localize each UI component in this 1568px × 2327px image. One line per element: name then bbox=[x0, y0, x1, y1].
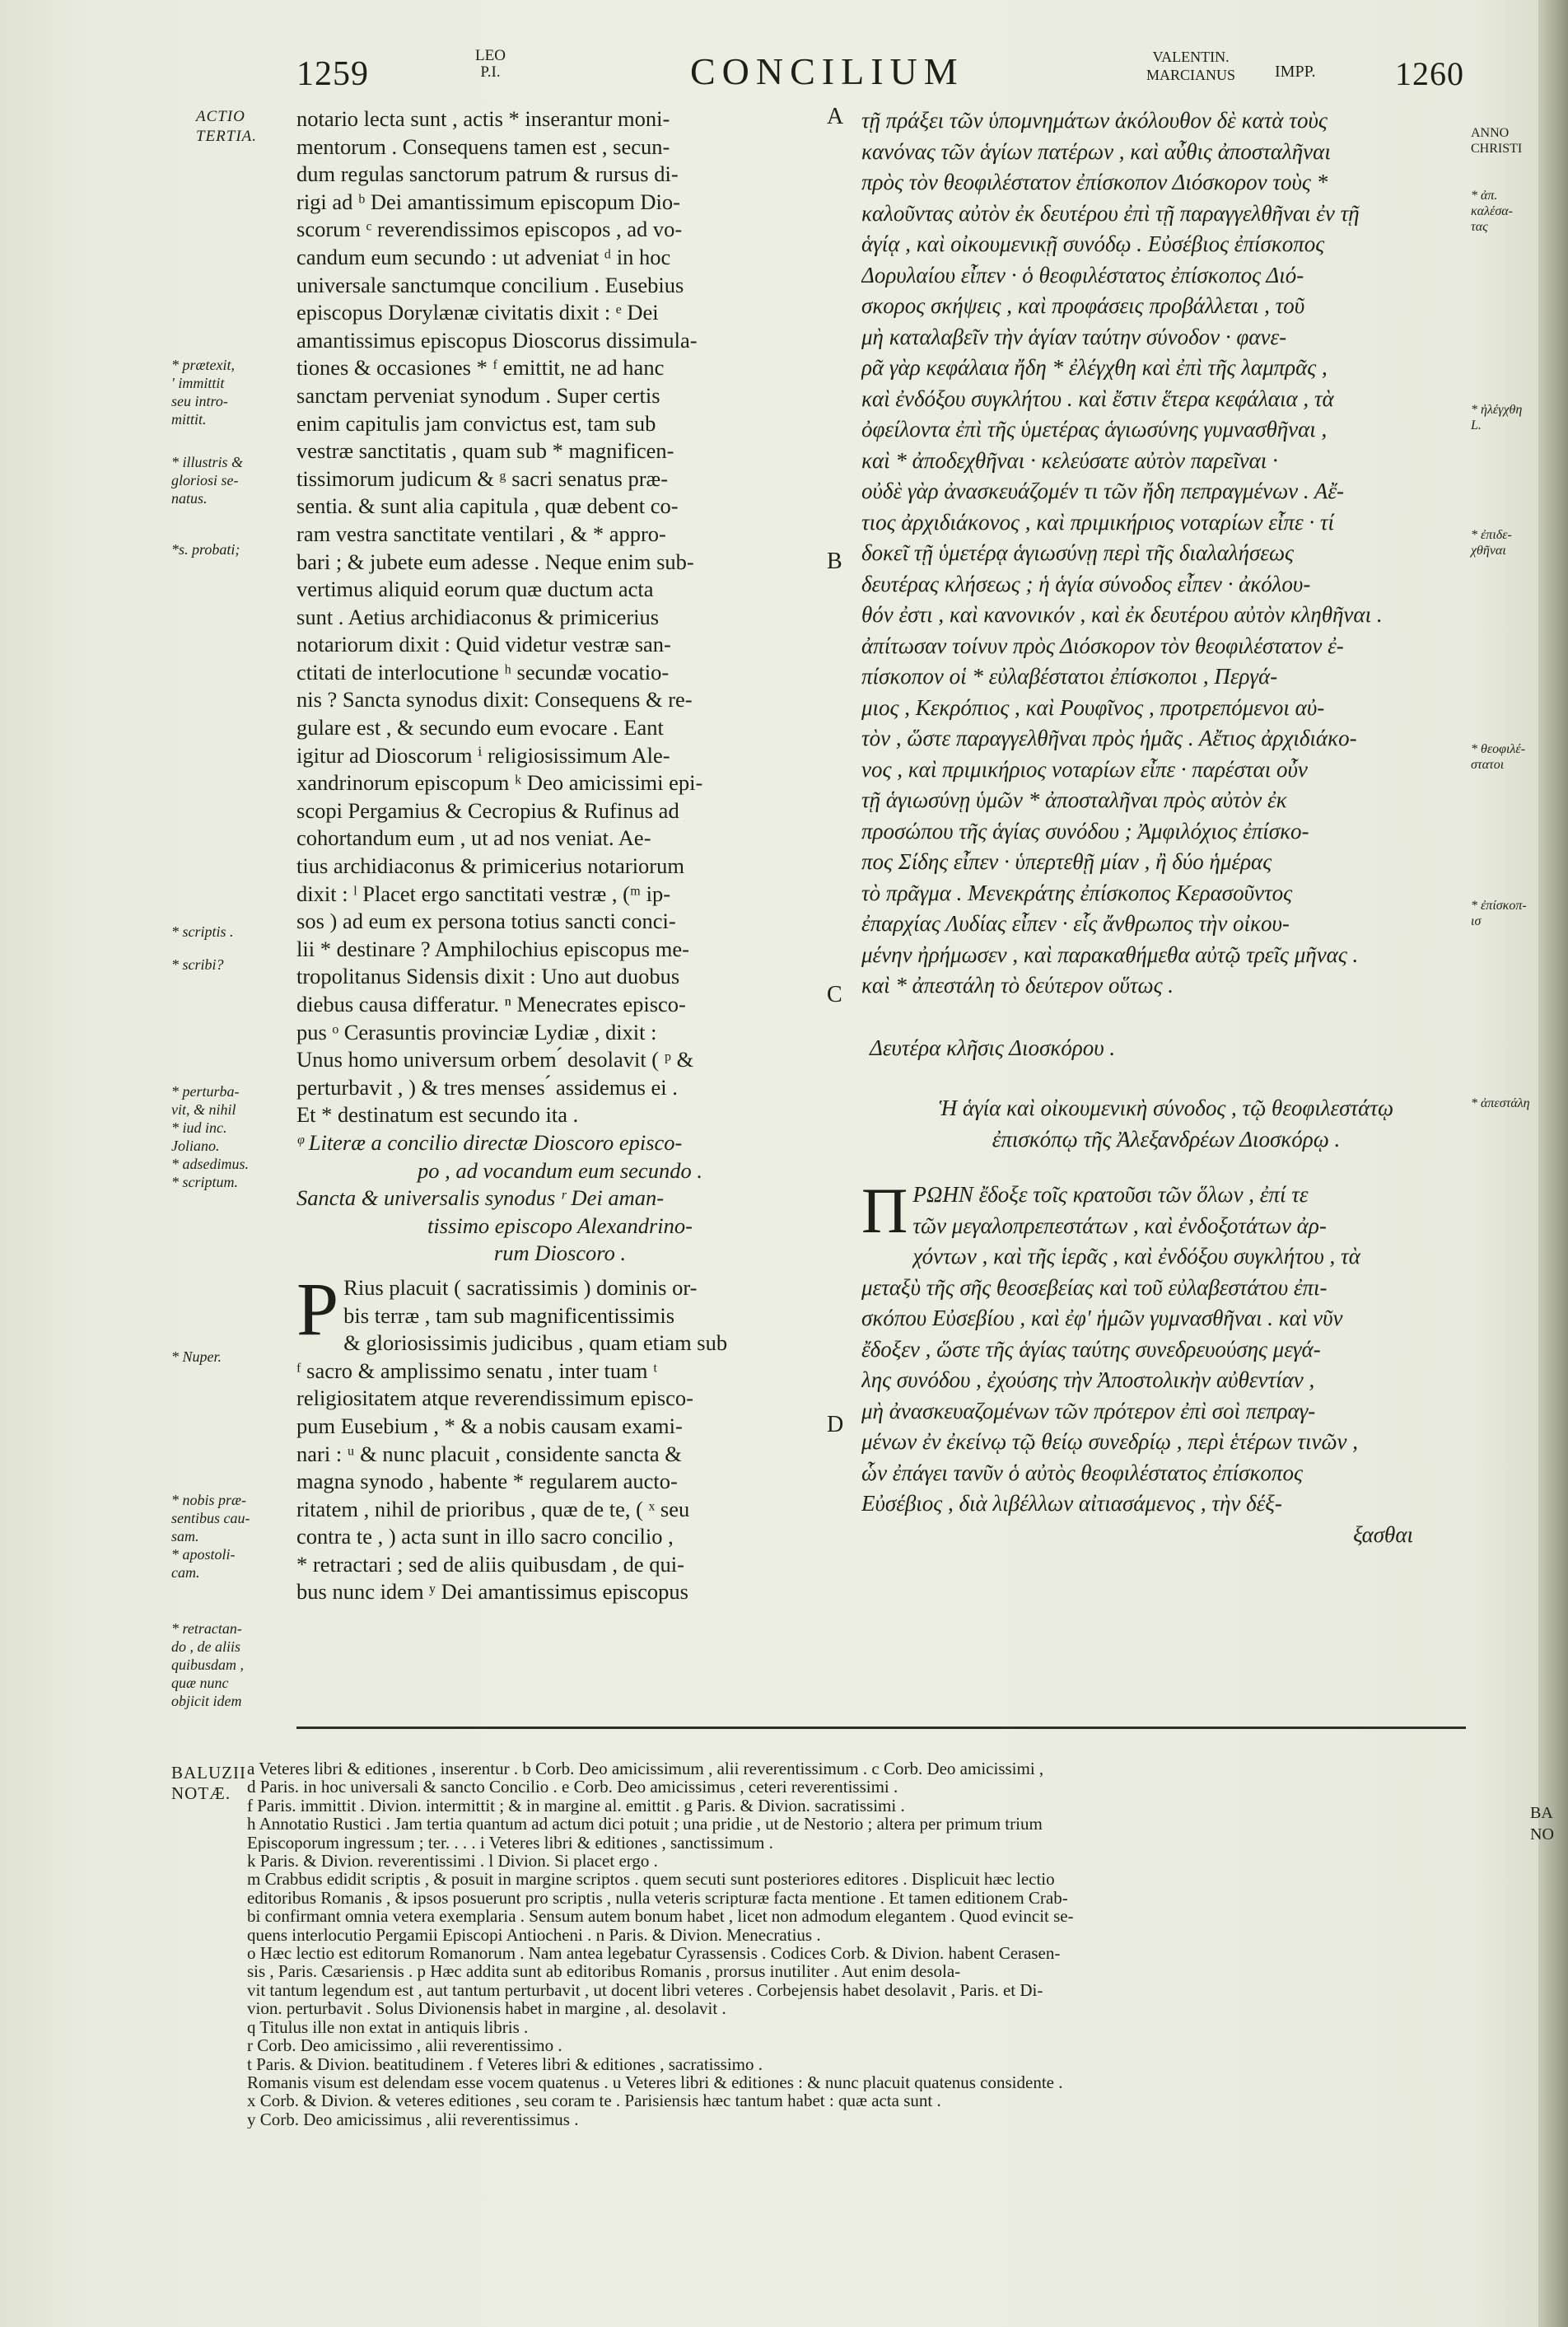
latin-line: ritatem , nihil de prioribus , quæ de te, ( ˣ seu bbox=[296, 1496, 690, 1521]
note-line: a Veteres libri & editiones , inserentur . b Corb. Deo amicissimum , alii reverentissimum . c Corb. Deo amicissimi , bbox=[247, 1759, 1044, 1778]
latin-line: sanctam perveniat synodum . Super certis bbox=[296, 382, 660, 408]
margin-note-line: * apostoli- bbox=[171, 1546, 236, 1563]
greek-line: μιος , Κεκρόπιος , καὶ Ρουφῖνος , προτρεπόμενοι αὐ- bbox=[861, 694, 1325, 720]
latin-line: & gloriosissimis judicibus , quam etiam sub bbox=[343, 1330, 728, 1356]
greek-line: λης συνόδου , ἐχούσης τὴν Ἀποστολικὴν αὐθεντίαν , bbox=[861, 1367, 1315, 1392]
right-running-head bbox=[1146, 48, 1235, 84]
greek-line: μένην ἠρήμωσεν , καὶ παρακαθήμεθα αὐτῷ τρεῖς μῆνας . bbox=[861, 942, 1359, 967]
margin-note-line: L. bbox=[1471, 418, 1482, 432]
latin-line: vertimus aliquid eorum quæ ductum acta bbox=[296, 577, 654, 602]
latin-line: xandrinorum episcopum ᵏ Deo amicissimi epi- bbox=[296, 770, 703, 796]
latin-line: bari ; & jubete eum adesse . Neque enim sub- bbox=[296, 549, 694, 574]
section-mark-a: A bbox=[827, 104, 844, 129]
margin-note bbox=[171, 956, 291, 974]
latin-line: notario lecta sunt , actis * inserantur moni- bbox=[296, 106, 670, 131]
latin-line: nis ? Sancta synodus dixit: Consequens & re- bbox=[296, 687, 693, 713]
left-running-head bbox=[475, 48, 506, 81]
margin-note bbox=[171, 923, 291, 941]
note-line: editoribus Romanis , & ipsos posuerunt pro scriptis , nulla veteris scripturæ facta mentione . Et tamen editionem Crab- bbox=[247, 1888, 1068, 1908]
margin-note-line: sentibus cau- bbox=[171, 1510, 250, 1526]
margin-note-line: * nobis præ- bbox=[171, 1492, 247, 1508]
latin-line: lii * destinare ? Amphilochius episcopus me- bbox=[296, 936, 689, 961]
note-line: x Corb. & Divion. & veteres editiones , seu coram te . Parisiensis hæc tantum habet : quæ acta sunt . bbox=[247, 2091, 941, 2110]
right-page-number: 1260 bbox=[1395, 55, 1464, 92]
latin-line: magna synodo , habente * regularem aucto- bbox=[296, 1469, 678, 1494]
latin-line: episcopus Dorylænæ civitatis dixit : ᵉ Dei bbox=[296, 300, 659, 325]
greek-line: μεταξὺ τῆς σῆς θεοσεβείας καὶ τοῦ εὐλαβεστάτου ἐπι- bbox=[861, 1274, 1328, 1300]
greek-line: σκορος σκήψεις , καὶ προφάσεις προβάλλεται , τοῦ bbox=[861, 293, 1305, 318]
greek-line: δοκεῖ τῇ ὑμετέρᾳ ἁγιωσύνῃ περὶ τῆς διαλαλήσεως bbox=[861, 540, 1294, 565]
greek-line: τιος ἀρχιδιάκονος , καὶ πριμικήριος νοταρίων εἶπε · τί bbox=[861, 509, 1335, 535]
margin-note-line: * ἐπιδε- bbox=[1471, 528, 1512, 542]
greek-line: τῇ ἁγιωσύνῃ ὑμῶν * ἀποσταλῆναι πρὸς αὐτὸν ἐκ bbox=[861, 787, 1287, 812]
latin-line: mentorum . Consequens tamen est , secun- bbox=[296, 133, 670, 159]
margin-note bbox=[171, 1491, 291, 1582]
margin-note-line: sam. bbox=[171, 1528, 199, 1544]
greek-line: χόντων , καὶ τῆς ἱερᾶς , καὶ ἐνδόξου συγκλήτου , τὰ bbox=[912, 1244, 1360, 1269]
letter-heading-line: rum Dioscoro . bbox=[493, 1241, 627, 1266]
margin-note-line: * illustris & bbox=[171, 454, 244, 470]
section-mark-d: D bbox=[827, 1412, 844, 1437]
margin-note bbox=[171, 1082, 291, 1191]
margin-note bbox=[171, 540, 291, 558]
greek-line: οὐδὲ γὰρ ἀνασκευάζομέν τι τῶν ἤδη πεπραγμένων . Αἔ- bbox=[861, 479, 1345, 503]
notes-label bbox=[171, 1763, 246, 1804]
margin-note-line: * scriptum. bbox=[171, 1174, 238, 1190]
margin-note-line: do , de aliis bbox=[171, 1638, 240, 1655]
greek-section-heading: Δευτέρα κλῆσις Διοσκόρου . bbox=[870, 1035, 1116, 1060]
greek-line: πρὸς τὸν θεοφιλέστατον ἐπίσκοπον Διόσκορον τοὺς * bbox=[861, 170, 1328, 194]
running-head-line: P.I. bbox=[480, 63, 501, 81]
note-line: vit tantum legendum est , aut tantum perturbavit , ut docent libri veteres . Corbejensis habet desolavit , Paris. et Di- bbox=[247, 1980, 1043, 2000]
note-line: f Paris. immittit . Divion. intermittit ; & in margine al. emittit . g Paris. & Divion. sacratissimi . bbox=[247, 1796, 905, 1815]
margin-note-line: CHRISTI bbox=[1471, 142, 1523, 156]
latin-line: ctitati de interlocutione ʰ secundæ vocatio- bbox=[296, 659, 670, 685]
latin-line: ram vestra sanctitate ventilari , & * appro- bbox=[296, 521, 666, 546]
latin-line: diebus causa differatur. ⁿ Menecrates episco- bbox=[296, 992, 686, 1016]
margin-note-line: * prætexit, bbox=[171, 357, 235, 373]
footnote-rule bbox=[296, 1727, 1466, 1729]
latin-line: * retractari ; sed de aliis quibusdam , de qui- bbox=[296, 1551, 684, 1577]
latin-line: universale sanctumque concilium . Eusebius bbox=[296, 272, 684, 297]
greek-line: κανόνας τῶν ἁγίων πατέρων , καὶ αὖθις ἀποσταλῆναι bbox=[861, 138, 1331, 164]
margin-note-right bbox=[1471, 898, 1545, 929]
latin-line: dum regulas sanctorum patrum & rursus di- bbox=[296, 161, 679, 187]
greek-line: ἀπίτωσαν τοίνυν πρὸς Διόσκορον τὸν θεοφιλέστατον ἐ- bbox=[861, 633, 1344, 658]
running-head-line: LEO bbox=[475, 47, 506, 64]
greek-line: πος Σίδης εἶπεν · ὑπερτεθῇ μίαν , ἢ δύο ἡμέρας bbox=[861, 849, 1272, 874]
running-head-suffix: IMPP. bbox=[1275, 63, 1316, 81]
note-line: quens interlocutio Pergamii Episcopi Antiocheni . n Paris. & Divion. Menecratius . bbox=[247, 1925, 821, 1945]
latin-line: pus ᵒ Cerasuntis provinciæ Lydiæ , dixit : bbox=[296, 1019, 657, 1044]
latin-line: tissimorum judicum & ᵍ sacri senatus præ- bbox=[296, 465, 669, 491]
latin-line: ᶠ sacro & amplissimo senatu , inter tuam ᵗ bbox=[296, 1357, 658, 1383]
margin-note-line: quæ nunc bbox=[171, 1675, 229, 1691]
note-line: h Annotatio Rustici . Jam tertia quantum ad actum dici potuit ; una pridie , ut de Nestorio ; altera per primum trium bbox=[247, 1815, 1043, 1834]
greek-line: πίσκοπον οἱ * εὐλαβέστατοι ἐπίσκοποι , Περγά- bbox=[861, 664, 1278, 689]
margin-note-right bbox=[1471, 188, 1545, 235]
margin-note-line: τας bbox=[1471, 220, 1488, 234]
actio-line: TERTIA. bbox=[196, 128, 258, 145]
greek-line: τῶν μεγαλοπρεπεστάτων , καὶ ἐνδοξοτάτων ἀρ- bbox=[912, 1213, 1327, 1238]
note-line: r Corb. Deo amicissimo , alii reverentissimo . bbox=[247, 2036, 562, 2055]
greek-line: μὴ καταλαβεῖν τὴν ἁγίαν ταύτην σύνοδον · φανε- bbox=[861, 324, 1287, 349]
margin-note-line: mittit. bbox=[171, 411, 207, 428]
latin-line: sentia. & sunt alia capitula , quæ debent co- bbox=[296, 493, 679, 519]
margin-note-right bbox=[1471, 125, 1545, 157]
page-title: CONCILIUM bbox=[690, 50, 964, 92]
margin-note-line: * ἀπεστάλη bbox=[1471, 1096, 1530, 1110]
baluzii-notes bbox=[247, 1759, 1466, 2128]
latin-line: pum Eusebium , * & a nobis causam exami- bbox=[296, 1413, 683, 1438]
margin-note-line: ισ bbox=[1471, 914, 1482, 928]
margin-note-line: *s. probati; bbox=[171, 541, 240, 558]
note-line: bi confirmant omnia vetera exemplaria . Sensum autem bonum habet , licet non admodum elegantem . Quod evincit se- bbox=[247, 1907, 1074, 1926]
margin-note-right bbox=[1471, 1096, 1545, 1111]
notes-label-line: BALUZII bbox=[171, 1763, 246, 1783]
note-line: Episcoporum ingressum ; ter. . . . i Veteres libri & editiones , sanctissimum . bbox=[247, 1833, 773, 1853]
margin-note-line: objicit idem bbox=[171, 1693, 242, 1709]
latin-line: sos ) ad eum ex persona totius sancti conci- bbox=[296, 909, 676, 934]
margin-note-line: natus. bbox=[171, 490, 208, 507]
margin-note-line: * Nuper. bbox=[171, 1348, 222, 1365]
margin-note-line: quibusdam , bbox=[171, 1656, 245, 1673]
section-mark-c: C bbox=[827, 982, 842, 1007]
margin-note-line: * θεοφιλέ- bbox=[1471, 742, 1526, 756]
latin-line: tius archidiaconus & primicerius notariorum bbox=[296, 853, 684, 879]
latin-column bbox=[296, 105, 824, 1606]
greek-line: καλοῦντας αὐτὸν ἐκ δευτέρου ἐπὶ τῇ παραγγελθῆναι ἐν τῇ bbox=[861, 200, 1360, 226]
latin-line: religiositatem atque reverendissimum episco- bbox=[296, 1385, 694, 1411]
latin-line: bis terræ , tam sub magnificentissimis bbox=[343, 1302, 675, 1328]
latin-line: gulare est , & secundo eum evocare . Eant bbox=[296, 715, 664, 741]
latin-line: enim capitulis jam convictus est, tam sub bbox=[296, 410, 656, 436]
greek-letter-heading-line: ἐπισκόπῳ τῆς Ἀλεξανδρέων Διοσκόρῳ . bbox=[992, 1126, 1341, 1152]
margin-note bbox=[171, 1619, 291, 1710]
section-mark-b: B bbox=[827, 549, 842, 574]
margin-note-line: * iud inc. bbox=[171, 1119, 227, 1136]
latin-line: Et * destinatum est secundo ita . bbox=[296, 1102, 579, 1128]
margin-note-line: * adsedimus. bbox=[171, 1156, 249, 1172]
greek-line: ἁγίᾳ , καὶ οἰκουμενικῇ συνόδῳ . Εὐσέβιος ἐπίσκοπος bbox=[861, 231, 1325, 256]
margin-note-right bbox=[1471, 402, 1545, 433]
greek-line: μένων ἐν ἐκείνῳ τῷ θείῳ συνεδρίῳ , περὶ ἑτέρων τινῶν , bbox=[861, 1429, 1359, 1454]
latin-line: Unus homo universum orbem ́ desolavit ( ᵖ & bbox=[296, 1047, 694, 1072]
drop-cap-greek: Π bbox=[861, 1175, 908, 1246]
running-head-line: MARCIANUS bbox=[1146, 67, 1236, 83]
margin-note-line: * ἠλέγχθη bbox=[1471, 403, 1523, 417]
margin-note-line: καλέσα- bbox=[1471, 204, 1513, 218]
greek-column bbox=[861, 105, 1471, 1550]
margin-note-line: * perturba- bbox=[171, 1083, 240, 1100]
latin-line: vestræ sanctitatis , quam sub * magnificen- bbox=[296, 438, 674, 464]
margin-note bbox=[171, 453, 291, 507]
latin-line: scorum ᶜ reverendissimos episcopos , ad vo- bbox=[296, 217, 683, 242]
note-line: Romanis visum est delendam esse vocem quatenus . u Veteres libri & editiones : & nunc placuit quatenus considente . bbox=[247, 2072, 1063, 2092]
margin-note-line: ΑΝΝΟ bbox=[1471, 126, 1510, 140]
margin-note-line: * retractan- bbox=[171, 1620, 242, 1637]
greek-line: ἐπαρχίας Λυδίας εἶπεν · εἷς ἄνθρωπος τὴν οἰκου- bbox=[861, 911, 1290, 936]
latin-line: igitur ad Dioscorum ⁱ religiosissimum Ale- bbox=[296, 742, 670, 768]
margin-note-line: * scriptis . bbox=[171, 923, 234, 940]
latin-line: tropolitanus Sidensis dixit : Uno aut duobus bbox=[296, 964, 680, 989]
edge-note-line: BA bbox=[1530, 1804, 1553, 1822]
margin-note-line: στατοι bbox=[1471, 758, 1505, 772]
latin-line: notariorum dixit : Quid videtur vestræ san- bbox=[296, 632, 671, 657]
running-head-line: VALENTIN. bbox=[1152, 49, 1230, 65]
margin-note-line: cam. bbox=[171, 1564, 200, 1581]
greek-line: καὶ ἐνδόξου συγκλήτου . καὶ ἔστιν ἕτερα κεφάλαια , τὰ bbox=[861, 385, 1334, 411]
latin-line: amantissimus episcopus Dioscorus dissimula- bbox=[296, 327, 698, 353]
latin-line: tiones & occasiones * ᶠ emittit, ne ad hanc bbox=[296, 355, 665, 381]
margin-note-line: Joliano. bbox=[171, 1138, 220, 1154]
greek-line: τὸν , ὥστε παραγγελθῆναι πρὸς ἡμᾶς . Αἔτιος ἀρχιδιάκο- bbox=[861, 726, 1357, 750]
letter-heading-line: po , ad vocandum eum secundo . bbox=[418, 1157, 702, 1183]
note-line: sis , Paris. Cæsariensis . p Hæc addita sunt ab editoribus Romanis , prorsus inutiliter . Aut enim desola- bbox=[247, 1962, 961, 1981]
margin-note-line: * ἐπίσκοπ- bbox=[1471, 899, 1527, 913]
latin-line: contra te , ) acta sunt in illo sacro concilio , bbox=[296, 1524, 674, 1549]
catchword: ξασθαι bbox=[1353, 1521, 1413, 1547]
notes-label-line: NOTÆ. bbox=[171, 1783, 231, 1803]
latin-line: scopi Pergamius & Cecropius & Rufinus ad bbox=[296, 797, 679, 823]
greek-line: τῇ πράξει τῶν ὑπομνημάτων ἀκόλουθον δὲ κατὰ τοὺς bbox=[861, 108, 1328, 133]
latin-line: sunt . Aetius archidiaconus & primicerius bbox=[296, 604, 660, 629]
greek-line: καὶ * ἀποδεχθῆναι · κελεύσατε αὐτὸν παρεῖναι · bbox=[861, 447, 1278, 473]
margin-note bbox=[171, 1348, 291, 1366]
greek-letter-heading-line: Ἡ ἁγία καὶ οἰκουμενικὴ σύνοδος , τῷ θεοφιλεστάτῳ bbox=[938, 1096, 1394, 1120]
note-line: d Paris. in hoc universali & sancto Concilio . e Corb. Deo amicissimus , ceteri reverentissimi . bbox=[247, 1778, 898, 1797]
greek-line: νος , καὶ πριμικήριος νοταρίων εἶπε · παρέσται οὖν bbox=[861, 756, 1308, 782]
latin-line: Rius placuit ( sacratissimis ) dominis or- bbox=[343, 1274, 698, 1300]
margin-note-line: seu intro- bbox=[171, 393, 228, 409]
greek-line: Δορυλαίου εἶπεν · ὁ θεοφιλέστατος ἐπίσκοπος Διό- bbox=[861, 262, 1304, 287]
margin-note-right bbox=[1471, 741, 1545, 773]
note-line: vion. perturbavit . Solus Divionensis habet in margine , al. desolavit . bbox=[247, 1999, 726, 2018]
page-edge-shadow bbox=[1538, 0, 1568, 2327]
margin-note-line: * ἀπ. bbox=[1471, 189, 1498, 203]
latin-line: cohortandum eum , ut ad nos veniat. Ae- bbox=[296, 825, 651, 851]
right-edge-notes bbox=[1530, 1802, 1554, 1845]
latin-line: dixit : ˡ Placet ergo sanctitati vestræ , (ᵐ ip- bbox=[296, 881, 671, 906]
note-line: t Paris. & Divion. beatitudinem . f Veteres libri & editiones , sacratissimo . bbox=[247, 2054, 763, 2073]
note-line: y Corb. Deo amicissimus , alii reverentissimus . bbox=[247, 2110, 579, 2129]
latin-line: rigi ad ᵇ Dei amantissimum episcopum Dio- bbox=[296, 189, 680, 214]
margin-note bbox=[171, 356, 291, 428]
margin-note-line: χθῆναι bbox=[1471, 544, 1506, 558]
greek-line: θόν ἐστι , καὶ κανονικόν , καὶ ἐκ δευτέρου αὐτὸν κληθῆναι . bbox=[861, 602, 1383, 627]
latin-line: candum eum secundo : ut adveniat ᵈ in hoc bbox=[296, 244, 671, 269]
greek-line: ἔδοξεν , ὥστε τῆς ἁγίας ταύτης συνεδρευούσης μεγά- bbox=[861, 1336, 1321, 1362]
greek-line: ρᾶ γὰρ κεφάλαια ἤδη * ἐλέγχθη καὶ ἐπὶ τῆς λαμπρᾶς , bbox=[861, 355, 1328, 380]
greek-line: ὧν ἐπάγει τανῦν ὁ αὐτὸς θεοφιλέστατος ἐπίσκοπος bbox=[861, 1460, 1303, 1485]
margin-note-line: * scribi? bbox=[171, 956, 224, 973]
latin-line: perturbavit , ) & tres menses ́ assidemus ei . bbox=[296, 1074, 678, 1100]
note-line: k Paris. & Divion. reverentissimi . l Divion. Si placet ergo . bbox=[247, 1852, 658, 1871]
latin-line: nari : ᵘ & nunc placuit , considente sancta & bbox=[296, 1441, 682, 1466]
note-line: q Titulus ille non extat in antiquis libris . bbox=[247, 2017, 529, 2037]
margin-note-right bbox=[1471, 527, 1545, 558]
letter-heading-line: ᵠ Literæ a concilio directæ Dioscoro episco- bbox=[296, 1129, 683, 1155]
note-line: m Crabbus edidit scriptis , & posuit in margine scriptos . quem secuti sunt posteriores editores . Displicuit hæc lectio bbox=[247, 1870, 1055, 1889]
greek-line: δευτέρας κλήσεως ; ἡ ἁγία σύνοδος εἶπεν · ἀκόλου- bbox=[861, 571, 1311, 596]
margin-note-line: vit, & nihil bbox=[171, 1101, 236, 1118]
greek-line: Εὐσέβιος , διὰ λιβέλλων αἰτιασάμενος , τὴν δέξ- bbox=[861, 1491, 1282, 1516]
left-page-number: 1259 bbox=[296, 55, 369, 93]
greek-line: μὴ ἀνασκευαζομένων τῶν πρότερον ἐπὶ σοὶ πεπραγ- bbox=[861, 1398, 1316, 1423]
margin-note-line: ' immittit bbox=[171, 375, 225, 391]
actio-label bbox=[196, 107, 257, 147]
greek-line: τὸ πρᾶγμα . Μενεκράτης ἐπίσκοπος Κερασοῦντος bbox=[861, 880, 1293, 905]
greek-line: ΡΩΗΝ ἔδοξε τοῖς κρατοῦσι τῶν ὅλων , ἐπί τε bbox=[912, 1182, 1309, 1207]
greek-line: προσώπου τῆς ἁγίας συνόδου ; Ἀμφιλόχιος ἐπίσκο- bbox=[861, 818, 1309, 843]
actio-line: ACTIO bbox=[196, 108, 245, 125]
drop-cap: P bbox=[296, 1266, 339, 1351]
edge-note-line: NO bbox=[1530, 1825, 1554, 1843]
greek-line: σκόπου Εὐσεβίου , καὶ ἐφ' ἡμῶν γυμνασθῆναι . καὶ νῦν bbox=[861, 1306, 1343, 1330]
note-line: o Hæc lectio est editorum Romanorum . Nam antea legebatur Cyrassensis . Codices Corb. & Divion. habent Cerasen- bbox=[247, 1944, 1061, 1963]
greek-line: ὀφείλοντα ἐπὶ τῆς ὑμετέρας ἁγιωσύνης γυμνασθῆναι , bbox=[861, 417, 1328, 442]
letter-heading-line: tissimo episcopo Alexandrino- bbox=[427, 1213, 693, 1238]
margin-note-line: gloriosi se- bbox=[171, 472, 239, 488]
latin-line: bus nunc idem ʸ Dei amantissimus episcopus bbox=[296, 1579, 688, 1605]
letter-heading-line: Sancta & universalis synodus ʳ Dei aman- bbox=[296, 1185, 665, 1211]
greek-line: καὶ * ἀπεστάλη τὸ δεύτερον οὕτως . bbox=[861, 973, 1174, 998]
